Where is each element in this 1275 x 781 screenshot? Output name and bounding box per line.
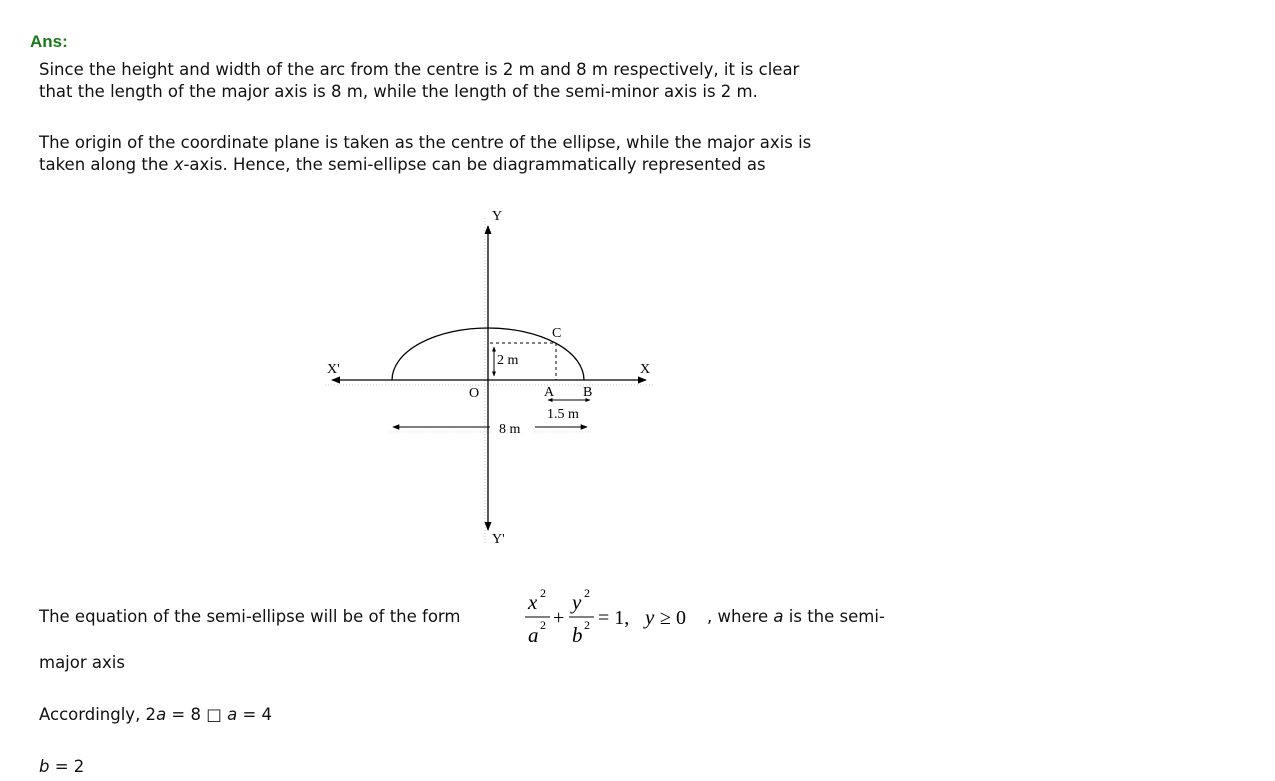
label-point-a: A [544,385,555,400]
equation-tail-start: , where [707,607,774,626]
condition-rest: ≥ 0 [660,607,686,629]
label-origin: O [469,386,480,401]
equation-tail [707,607,885,626]
paragraph-coordinate-setup [39,132,811,176]
variable-a: a [156,705,167,724]
fraction-numerator-x: x [528,590,538,614]
paragraph-line-start: taken along the [39,155,174,174]
label-height: 2 m [497,353,519,368]
equation-rhs: = 1, [598,607,630,629]
accordingly-middle: = 8 [166,705,207,724]
label-y: Y [492,209,503,224]
exponent: 2 [584,586,590,600]
exponent: 2 [584,618,590,632]
major-axis-line: major axis [39,653,125,672]
label-x: X [640,362,651,377]
equation-tail-end: is the semi- [783,607,885,626]
accordingly-end: = 4 [237,705,273,724]
label-y-prime: Y' [492,532,505,547]
fraction-numerator-y: y [572,590,582,614]
paragraph-line-end: -axis. Hence, the semi-ellipse can be diagrammatically represented as [183,155,766,174]
variable-b: b [39,757,50,776]
b-value: = 2 [49,757,85,776]
variable-a: a [227,705,238,724]
fraction-denominator-b: b [572,623,583,647]
variable-x: x [173,155,184,174]
paragraph-line: The origin of the coordinate plane is taken as the centre of the ellipse, while the major axis is [39,133,812,152]
fraction-denominator-a: a [528,623,539,647]
paragraph-axes-lengths [39,59,799,103]
accordingly-start: Accordingly, 2 [39,705,157,724]
label-point-c: C [552,326,562,341]
answer-label: Ans: [30,32,68,51]
label-width: 8 m [499,422,521,437]
accordingly-line [39,704,272,726]
semi-ellipse-diagram [320,200,665,555]
paragraph-line: Since the height and width of the arc from the centre is 2 m and 8 m respectively, it is clear [39,60,800,79]
b-value-line [39,756,84,778]
label-point-b: B [583,385,593,400]
condition-variable: y [645,605,655,629]
equation-intro: The equation of the semi-ellipse will be of the form [39,607,461,626]
plus-sign: + [553,607,565,629]
paragraph-line: that the length of the major axis is 8 m, while the length of the semi-minor axis is 2 m. [39,82,758,101]
exponent: 2 [540,586,546,600]
implies-glyph: □ [206,705,222,724]
exponent: 2 [540,618,546,632]
label-gap: 1.5 m [547,407,579,422]
variable-a: a [773,607,784,626]
label-x-prime: X' [327,362,340,377]
